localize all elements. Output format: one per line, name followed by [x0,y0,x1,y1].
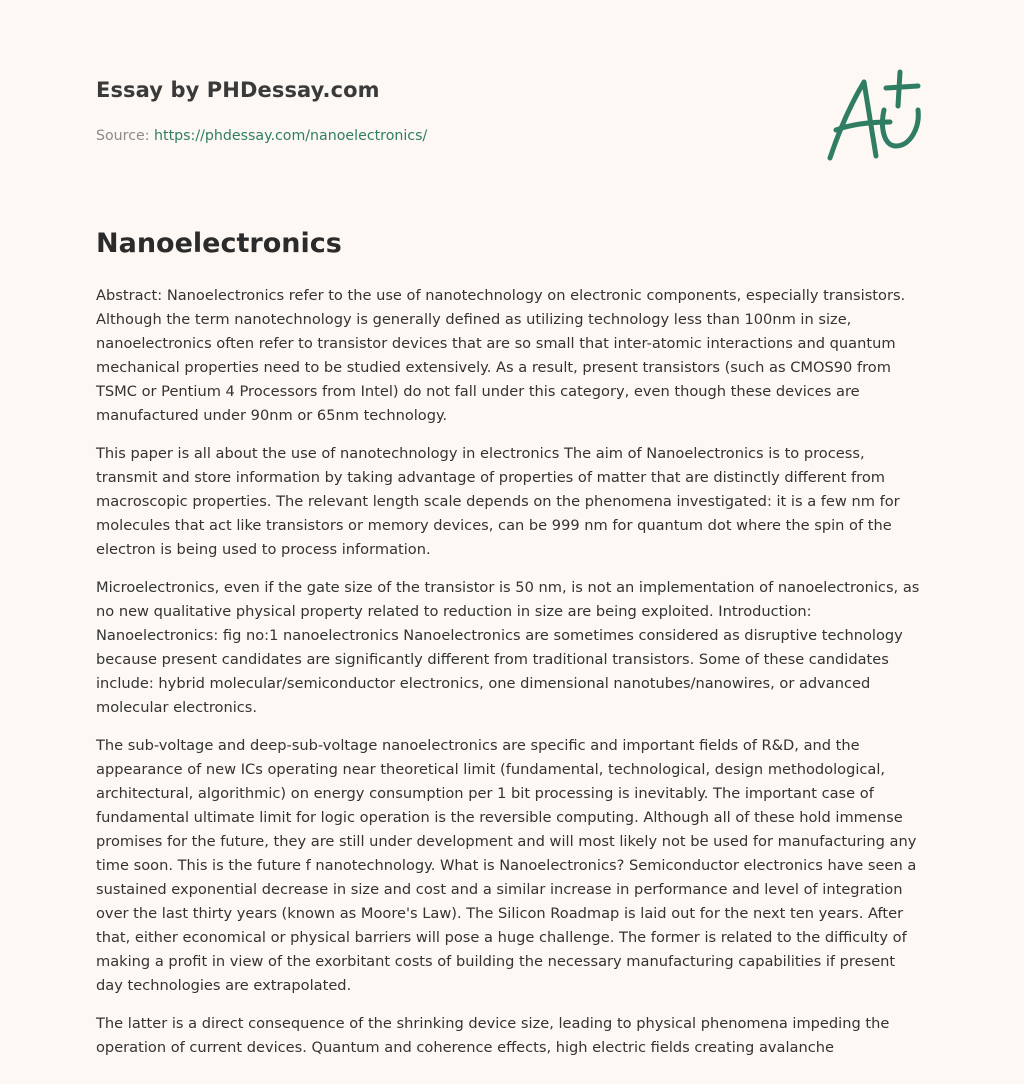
essay-paragraph: Microelectronics, even if the gate size of the transistor is 50 nm, is not an implementation of nanoelectronics, as no new qualitative physical property related to reduction in size are being exploited. Introduction: Nanoelectronics: fig no:1 nanoelectronics Nanoelectronics are sometimes considered as disruptive technology because present candidates are significantly different from traditional transistors. Some of these candidates include: hybrid molecular/semiconductor electronics, one dimensional nanotubes/nanowires, or advanced molecular electronics. [96,579,920,716]
essay-paragraph: This paper is all about the use of nanotechnology in electronics The aim of Nanoelectronics is to process, transmit and store information by taking advantage of properties of matter that are distinctly different from macroscopic properties. The relevant length scale depends on the phenomena investigated: it is a few nm for molecules that act like transistors or memory devices, can be 999 nm for quantum dot where the spin of the electron is being used to process information. [96,445,900,558]
source-link[interactable]: https://phdessay.com/nanoelectronics/ [154,128,428,144]
essay-content [96,226,926,1074]
essay-paragraph: The latter is a direct consequence of the shrinking device size, leading to physical phenomena impeding the operation of current devices. Quantum and coherence effects, high electric fields creating avalanche [96,1015,890,1056]
essay-paragraph: The sub-voltage and deep-sub-voltage nanoelectronics are specific and important fields of R&D, and the appearance of new ICs operating near theoretical limit (fundamental, technological, design methodological, architectural, algorithmic) on energy consumption per 1 bit processing is inevitably. The important case of fundamental ultimate limit for logic operation is the reversible computing. Although all of these hold immense promises for the future, they are still under development and will most likely not be used for manufacturing any time soon. This is the future f nanotechnology. What is Nanoelectronics? Semiconductor electronics have seen a sustained exponential decrease in size and cost and a similar increase in performance and level of integration over the last thirty years (known as Moore's Law). The Silicon Roadmap is laid out for the next ten years. After that, either economical or physical barriers will pose a huge challenge. The former is related to the difficulty of making a profit in view of the exorbitant costs of building the necessary manufacturing capabilities if present day technologies are extrapolated. [96,737,917,994]
source-label: Source: [96,128,150,144]
a-plus-logo-icon [818,66,930,166]
essay-title: Nanoelectronics [96,228,342,259]
page-header [96,76,796,146]
essay-paragraph: Abstract: Nanoelectronics refer to the use of nanotechnology on electronic components, especially transistors. Although the term nanotechnology is generally defined as utilizing technology less than 100nm in size, nanoelectronics often refer to transistor devices that are so small that inter-atomic interactions and quantum mechanical properties need to be studied extensively. As a result, present transistors (such as CMOS90 from TSMC or Pentium 4 Processors from Intel) do not fall under this category, even though these devices are manufactured under 90nm or 65nm technology. [96,287,906,424]
site-brand: Essay by PHDessay.com [96,78,380,102]
source-line [96,126,796,146]
